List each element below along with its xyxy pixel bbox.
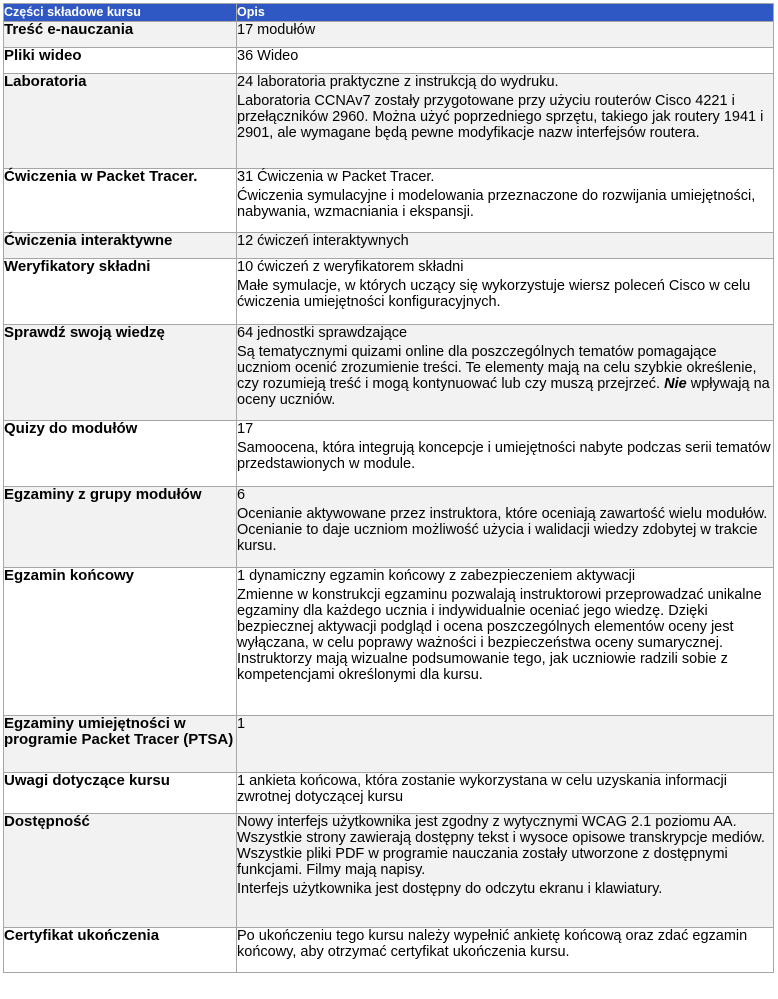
description-text: 1 dynamiczny egzamin końcowy z zabezpieczeniem aktywacji bbox=[237, 568, 636, 584]
table-row bbox=[4, 716, 774, 773]
description-text: 1 bbox=[237, 716, 246, 732]
table-row bbox=[4, 259, 774, 325]
row-label: Ćwiczenia w Packet Tracer. bbox=[4, 169, 237, 233]
table-row bbox=[4, 773, 774, 814]
row-label: Uwagi dotyczące kursu bbox=[4, 773, 237, 814]
description-text: 64 jednostki sprawdzające bbox=[237, 325, 408, 341]
description-detail: Małe symulacje, w których uczący się wykorzystuje wiersz poleceń Cisco w celu ćwiczenia umiejętności konfiguracyjnych. bbox=[237, 278, 751, 310]
description-text: 1 ankieta końcowa, która zostanie wykorzystana w celu uzyskania informacji zwrotnej dotyczącej kursu bbox=[237, 773, 728, 805]
description-text: 12 ćwiczeń interaktywnych bbox=[237, 233, 409, 249]
description-text: 24 laboratoria praktyczne z instrukcją do wydruku. bbox=[237, 74, 559, 90]
table-header-row bbox=[4, 4, 774, 22]
row-description bbox=[237, 259, 774, 325]
row-label: Egzaminy z grupy modułów bbox=[4, 487, 237, 568]
course-components-table bbox=[3, 3, 774, 973]
row-label: Sprawdź swoją wiedzę bbox=[4, 325, 237, 421]
row-label: Egzamin końcowy bbox=[4, 568, 237, 716]
description-text: 10 ćwiczeń z weryfikatorem składni bbox=[237, 259, 464, 275]
row-label: Certyfikat ukończenia bbox=[4, 928, 237, 973]
description-detail-part: Są tematycznymi quizami online dla poszczególnych tematów pomagające uczniom ocenić zrozumienie treści. Te elementy mają na celu szybkie określenie, czy rozumieją treść i mogą kontynuować lub czy muszą przejrzeć. bbox=[237, 344, 757, 392]
table-row bbox=[4, 48, 774, 74]
description-text: 36 Wideo bbox=[237, 48, 299, 64]
row-description bbox=[237, 928, 774, 973]
description-detail: Ocenianie aktywowane przez instruktora, które oceniają zawartość wielu modułów. Ocenianie to daje uczniom możliwość użycia i walidacji wiedzy zdobytej w trakcie kursu. bbox=[237, 506, 768, 554]
row-label: Pliki wideo bbox=[4, 48, 237, 74]
row-label: Weryfikatory składni bbox=[4, 259, 237, 325]
row-description bbox=[237, 74, 774, 169]
row-label: Dostępność bbox=[4, 814, 237, 928]
description-text: Nowy interfejs użytkownika jest zgodny z wytycznymi WCAG 2.1 poziomu AA. Wszystkie strony zawierają dostępny tekst i wysoce opisowe transkrypcje mediów. Wszystkie pliki PDF w programie nauczania zostały utworzone z dostępnymi funkcjami. Filmy mają napisy. bbox=[237, 814, 765, 878]
row-description bbox=[237, 22, 774, 48]
header-description: Opis bbox=[237, 4, 774, 22]
description-text: Po ukończeniu tego kursu należy wypełnić ankietę końcową oraz zdać egzamin końcowy, aby otrzymać certyfikat ukończenia kursu. bbox=[237, 928, 748, 960]
description-text: 17 modułów bbox=[237, 22, 316, 38]
table-row bbox=[4, 169, 774, 233]
table-row bbox=[4, 928, 774, 973]
row-description bbox=[237, 48, 774, 74]
description-text: 6 bbox=[237, 487, 246, 503]
description-detail bbox=[237, 344, 773, 408]
row-label: Laboratoria bbox=[4, 74, 237, 169]
row-label: Treść e-nauczania bbox=[4, 22, 237, 48]
row-description bbox=[237, 421, 774, 487]
row-label: Egzaminy umiejętności w programie Packet Tracer (PTSA) bbox=[4, 716, 237, 773]
row-description bbox=[237, 169, 774, 233]
row-label: Ćwiczenia interaktywne bbox=[4, 233, 237, 259]
table-row bbox=[4, 325, 774, 421]
description-text: 17 bbox=[237, 421, 254, 437]
row-description bbox=[237, 325, 774, 421]
emphasis-text: Nie bbox=[664, 376, 687, 392]
description-detail: Samoocena, która integrują koncepcje i umiejętności nabyte podczas serii tematów przedstawionych w module. bbox=[237, 440, 771, 472]
table-row bbox=[4, 421, 774, 487]
row-label: Quizy do modułów bbox=[4, 421, 237, 487]
row-description bbox=[237, 487, 774, 568]
description-detail: Zmienne w konstrukcji egzaminu pozwalają instruktorowi przeprowadzać unikalne egzaminy dla każdego ucznia i indywidualnie oceniać jego wiedzę. Dzięki bezpiecznej aktywacji podgląd i ocena poszczególnych elementów oceny jest wyłączana, w celu poprawy ważności i bezpieczeństwa oceny sumarycznej. Instruktorzy mają wizualne podsumowanie tego, jak uczniowie radzili sobie z kompetencjami określonymi dla kursu. bbox=[237, 587, 762, 683]
description-detail: Interfejs użytkownika jest dostępny do odczytu ekranu i klawiatury. bbox=[237, 881, 663, 897]
table-row bbox=[4, 22, 774, 48]
header-components: Części składowe kursu bbox=[4, 4, 237, 22]
description-detail-part: wpływają na oceny uczniów. bbox=[237, 376, 770, 408]
table-row bbox=[4, 233, 774, 259]
table-row bbox=[4, 814, 774, 928]
description-detail: Laboratoria CCNAv7 zostały przygotowane przy użyciu routerów Cisco 4221 i przełączników 2960. Można użyć poprzedniego sprzętu, takiego jak routery 1941 i 2901, ale wymagane będą pewne modyfikacje nazw interfejsów routera. bbox=[237, 93, 764, 141]
row-description bbox=[237, 716, 774, 773]
row-description bbox=[237, 773, 774, 814]
table-row bbox=[4, 487, 774, 568]
row-description bbox=[237, 568, 774, 716]
description-text: 31 Ćwiczenia w Packet Tracer. bbox=[237, 169, 435, 185]
row-description bbox=[237, 814, 774, 928]
table-row bbox=[4, 568, 774, 716]
table-row bbox=[4, 74, 774, 169]
description-detail: Ćwiczenia symulacyjne i modelowania przeznaczone do rozwijania umiejętności, nabywania, wzmacniania i ekspansji. bbox=[237, 188, 756, 220]
row-description bbox=[237, 233, 774, 259]
